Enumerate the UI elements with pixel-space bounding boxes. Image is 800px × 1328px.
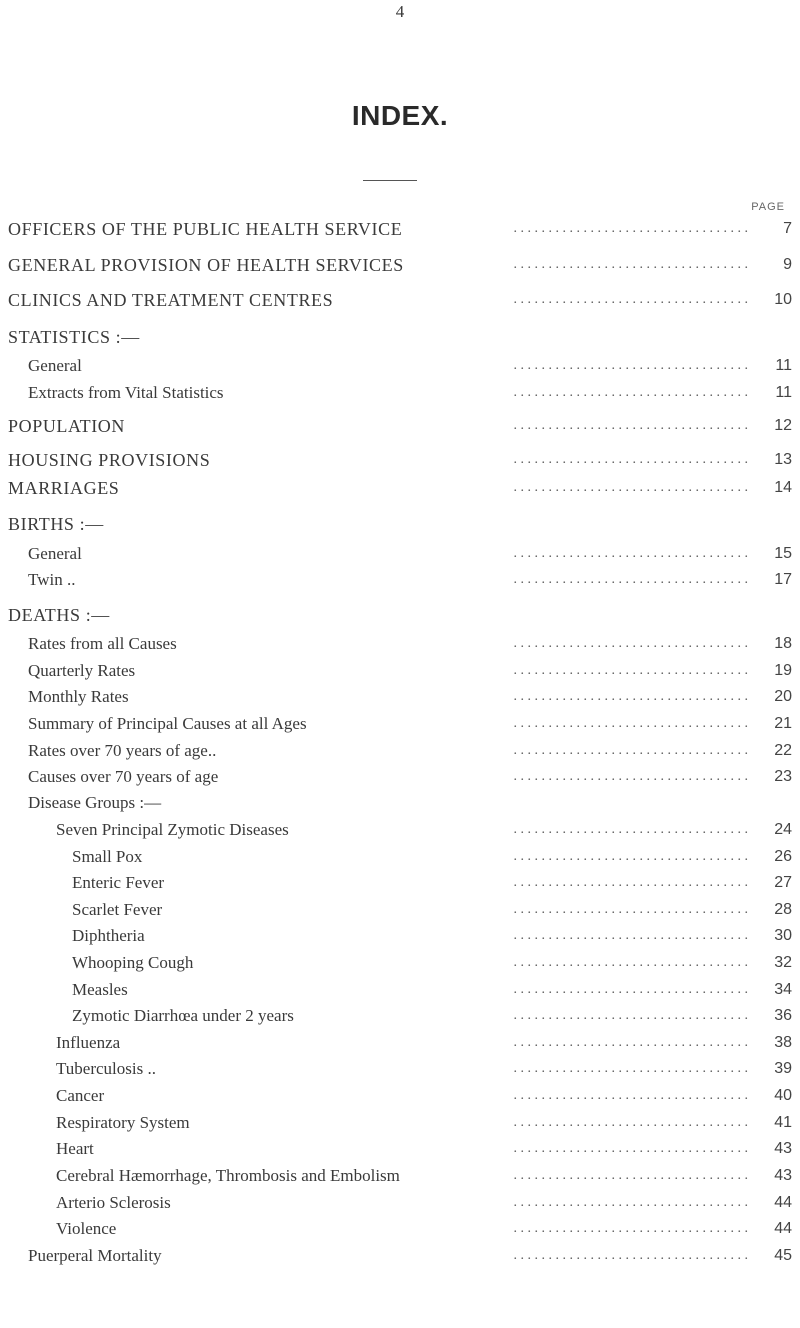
index-entry-page: 15	[774, 545, 792, 562]
leader-dots: . . . . . . . . . . . . . . . . . . . . . . . . . . . . . . . . . .	[513, 636, 748, 651]
index-entry	[0, 1216, 800, 1242]
index-entry	[0, 287, 800, 313]
index-entry-label: Seven Principal Zymotic Diseases	[56, 817, 293, 843]
index-entry	[0, 1136, 800, 1162]
index-entry-page: 20	[774, 688, 792, 705]
index-entry-label: Causes over 70 years of age	[28, 764, 222, 790]
index-entry	[0, 1003, 800, 1029]
index-entry-page: 30	[774, 927, 792, 944]
leader-dots: . . . . . . . . . . . . . . . . . . . . . . . . . . . . . . . . . .	[513, 572, 748, 587]
leader-dots: . . . . . . . . . . . . . . . . . . . . . . . . . . . . . . . . . .	[513, 955, 748, 970]
index-entry	[0, 413, 800, 439]
index-entry-label: Rates over 70 years of age..	[28, 738, 220, 764]
index-entry-label: Heart	[56, 1136, 98, 1162]
index-entry-page: 9	[783, 256, 792, 273]
leader-dots: . . . . . . . . . . . . . . . . . . . . . . . . . . . . . . . . . .	[513, 1008, 748, 1023]
index-entry	[0, 977, 800, 1003]
index-entry-label: General	[28, 541, 86, 567]
page-title: INDEX.	[351, 100, 449, 131]
index-entry-label: Puerperal Mortality	[28, 1243, 166, 1269]
leader-dots: . . . . . . . . . . . . . . . . . . . . . . . . . . . . . . . . . .	[513, 769, 748, 784]
index-entry	[0, 380, 800, 406]
index-entry-label: Enteric Fever	[72, 870, 168, 896]
title-divider	[363, 180, 417, 181]
page-number: 4	[395, 2, 405, 21]
index-entry-label: Diphtheria	[72, 923, 149, 949]
index-entry-page: 12	[774, 417, 792, 434]
index-entry-page: 21	[774, 715, 792, 732]
leader-dots: . . . . . . . . . . . . . . . . . . . . . . . . . . . . . . . . . .	[513, 1248, 748, 1263]
index-entry-label: DEATHS :—	[8, 602, 114, 628]
index-entry-page: 14	[774, 479, 792, 496]
index-entry-page: 18	[774, 635, 792, 652]
index-entry-page: 34	[774, 981, 792, 998]
index-entry-page: 39	[774, 1060, 792, 1077]
index-entry	[0, 1190, 800, 1216]
index-entry-page: 44	[774, 1220, 792, 1237]
leader-dots: . . . . . . . . . . . . . . . . . . . . . . . . . . . . . . . . . .	[513, 418, 748, 433]
index-entry-label: General	[28, 353, 86, 379]
index-entry-label: Cerebral Hæmorrhage, Thrombosis and Embolism	[56, 1163, 404, 1189]
leader-dots: . . . . . . . . . . . . . . . . . . . . . . . . . . . . . . . . . .	[513, 716, 748, 731]
index-entry	[0, 844, 800, 870]
index-entry-page: 38	[774, 1034, 792, 1051]
leader-dots: . . . . . . . . . . . . . . . . . . . . . . . . . . . . . . . . . .	[513, 849, 748, 864]
index-entry-page: 10	[774, 291, 792, 308]
index-entry	[0, 475, 800, 501]
leader-dots: . . . . . . . . . . . . . . . . . . . . . . . . . . . . . . . . . .	[513, 480, 748, 495]
index-entry-page: 27	[774, 874, 792, 891]
index-entry	[0, 541, 800, 567]
index-entry-label: CLINICS AND TREATMENT CENTRES	[8, 287, 337, 313]
leader-dots: . . . . . . . . . . . . . . . . . . . . . . . . . . . . . . . . . .	[513, 546, 748, 561]
index-entry-label: Scarlet Fever	[72, 897, 166, 923]
index-entry-page: 22	[774, 742, 792, 759]
index-entry-label: HOUSING PROVISIONS	[8, 447, 214, 473]
index-entry	[0, 1110, 800, 1136]
index-entry	[0, 252, 800, 278]
index-entry	[0, 658, 800, 684]
index-entry	[0, 870, 800, 896]
index-entry	[0, 738, 800, 764]
index-entry-label: Rates from all Causes	[28, 631, 181, 657]
leader-dots: . . . . . . . . . . . . . . . . . . . . . . . . . . . . . . . . . .	[513, 385, 748, 400]
index-entry-page: 11	[775, 384, 792, 401]
index-entry-label: Monthly Rates	[28, 684, 133, 710]
index-entry	[0, 216, 800, 242]
index-entry-label: Zymotic Diarrhœa under 2 years	[72, 1003, 298, 1029]
index-entry-page: 7	[783, 220, 792, 237]
index-entry-label: Extracts from Vital Statistics	[28, 380, 228, 406]
index-entry	[0, 923, 800, 949]
leader-dots: . . . . . . . . . . . . . . . . . . . . . . . . . . . . . . . . . .	[513, 1115, 748, 1130]
leader-dots: . . . . . . . . . . . . . . . . . . . . . . . . . . . . . . . . . .	[513, 452, 748, 467]
index-entry-page: 32	[774, 954, 792, 971]
leader-dots: . . . . . . . . . . . . . . . . . . . . . . . . . . . . . . . . . .	[513, 1088, 748, 1103]
index-entry-label: STATISTICS :—	[8, 324, 144, 350]
leader-dots: . . . . . . . . . . . . . . . . . . . . . . . . . . . . . . . . . .	[513, 822, 748, 837]
index-entry-label: POPULATION	[8, 413, 129, 439]
index-entry-label: Disease Groups :—	[28, 790, 165, 816]
leader-dots: . . . . . . . . . . . . . . . . . . . . . . . . . . . . . . . . . .	[513, 1035, 748, 1050]
index-entry	[0, 711, 800, 737]
index-entry-page: 28	[774, 901, 792, 918]
leader-dots: . . . . . . . . . . . . . . . . . . . . . . . . . . . . . . . . . .	[513, 257, 748, 272]
leader-dots: . . . . . . . . . . . . . . . . . . . . . . . . . . . . . . . . . .	[513, 1195, 748, 1210]
index-entry-label: Quarterly Rates	[28, 658, 139, 684]
index-entry-page: 17	[774, 571, 792, 588]
leader-dots: . . . . . . . . . . . . . . . . . . . . . . . . . . . . . . . . . .	[513, 928, 748, 943]
index-entry	[0, 950, 800, 976]
index-entry-page: 43	[774, 1140, 792, 1157]
index-entry	[0, 764, 800, 790]
index-entry-page: 23	[774, 768, 792, 785]
leader-dots: . . . . . . . . . . . . . . . . . . . . . . . . . . . . . . . . . .	[513, 663, 748, 678]
index-entry-page: 40	[774, 1087, 792, 1104]
index-entry	[0, 511, 800, 537]
leader-dots: . . . . . . . . . . . . . . . . . . . . . . . . . . . . . . . . . .	[513, 1168, 748, 1183]
index-entry-label: Respiratory System	[56, 1110, 194, 1136]
index-entry-label: Small Pox	[72, 844, 146, 870]
leader-dots: . . . . . . . . . . . . . . . . . . . . . . . . . . . . . . . . . .	[513, 221, 748, 236]
leader-dots: . . . . . . . . . . . . . . . . . . . . . . . . . . . . . . . . . .	[513, 743, 748, 758]
index-entry-page: 11	[775, 357, 792, 374]
index-entry-label: Twin ..	[28, 567, 79, 593]
index-entry-label: BIRTHS :—	[8, 511, 108, 537]
index-entry-page: 19	[774, 662, 792, 679]
index-entry	[0, 447, 800, 473]
leader-dots: . . . . . . . . . . . . . . . . . . . . . . . . . . . . . . . . . .	[513, 292, 748, 307]
index-entry-label: Tuberculosis ..	[56, 1056, 160, 1082]
index-entry-page: 44	[774, 1194, 792, 1211]
index-entry-page: 43	[774, 1167, 792, 1184]
index-entry	[0, 684, 800, 710]
leader-dots: . . . . . . . . . . . . . . . . . . . . . . . . . . . . . . . . . .	[513, 982, 748, 997]
index-entry	[0, 1030, 800, 1056]
index-entry-page: 36	[774, 1007, 792, 1024]
index-entry-label: Influenza	[56, 1030, 124, 1056]
index-entry	[0, 1083, 800, 1109]
index-entry-label: Violence	[56, 1216, 120, 1242]
index-entry-label: Measles	[72, 977, 132, 1003]
index-entry	[0, 897, 800, 923]
index-entry	[0, 602, 800, 628]
leader-dots: . . . . . . . . . . . . . . . . . . . . . . . . . . . . . . . . . .	[513, 1061, 748, 1076]
index-entry-label: MARRIAGES	[8, 475, 123, 501]
index-entry-label: Summary of Principal Causes at all Ages	[28, 711, 311, 737]
leader-dots: . . . . . . . . . . . . . . . . . . . . . . . . . . . . . . . . . .	[513, 902, 748, 917]
index-entry	[0, 1163, 800, 1189]
index-entry	[0, 567, 800, 593]
index-entry	[0, 817, 800, 843]
index-entry	[0, 790, 800, 816]
index-entry	[0, 353, 800, 379]
index-entry-label: Arterio Sclerosis	[56, 1190, 175, 1216]
index-entry-page: 26	[774, 848, 792, 865]
leader-dots: . . . . . . . . . . . . . . . . . . . . . . . . . . . . . . . . . .	[513, 1141, 748, 1156]
index-entry	[0, 1056, 800, 1082]
index-entry-page: 41	[774, 1114, 792, 1131]
index-entry-page: 13	[774, 451, 792, 468]
index-entry	[0, 631, 800, 657]
leader-dots: . . . . . . . . . . . . . . . . . . . . . . . . . . . . . . . . . .	[513, 875, 748, 890]
index-entry-page: 24	[774, 821, 792, 838]
index-entry-label: OFFICERS OF THE PUBLIC HEALTH SERVICE	[8, 216, 406, 242]
page-column-header: PAGE	[751, 201, 785, 213]
index-entry-label: GENERAL PROVISION OF HEALTH SERVICES	[8, 252, 408, 278]
leader-dots: . . . . . . . . . . . . . . . . . . . . . . . . . . . . . . . . . .	[513, 689, 748, 704]
leader-dots: . . . . . . . . . . . . . . . . . . . . . . . . . . . . . . . . . .	[513, 358, 748, 373]
index-entry-label: Cancer	[56, 1083, 108, 1109]
index-entry	[0, 324, 800, 350]
index-entry-label: Whooping Cough	[72, 950, 197, 976]
index-entry	[0, 1243, 800, 1269]
leader-dots: . . . . . . . . . . . . . . . . . . . . . . . . . . . . . . . . . .	[513, 1221, 748, 1236]
index-entry-page: 45	[774, 1247, 792, 1264]
